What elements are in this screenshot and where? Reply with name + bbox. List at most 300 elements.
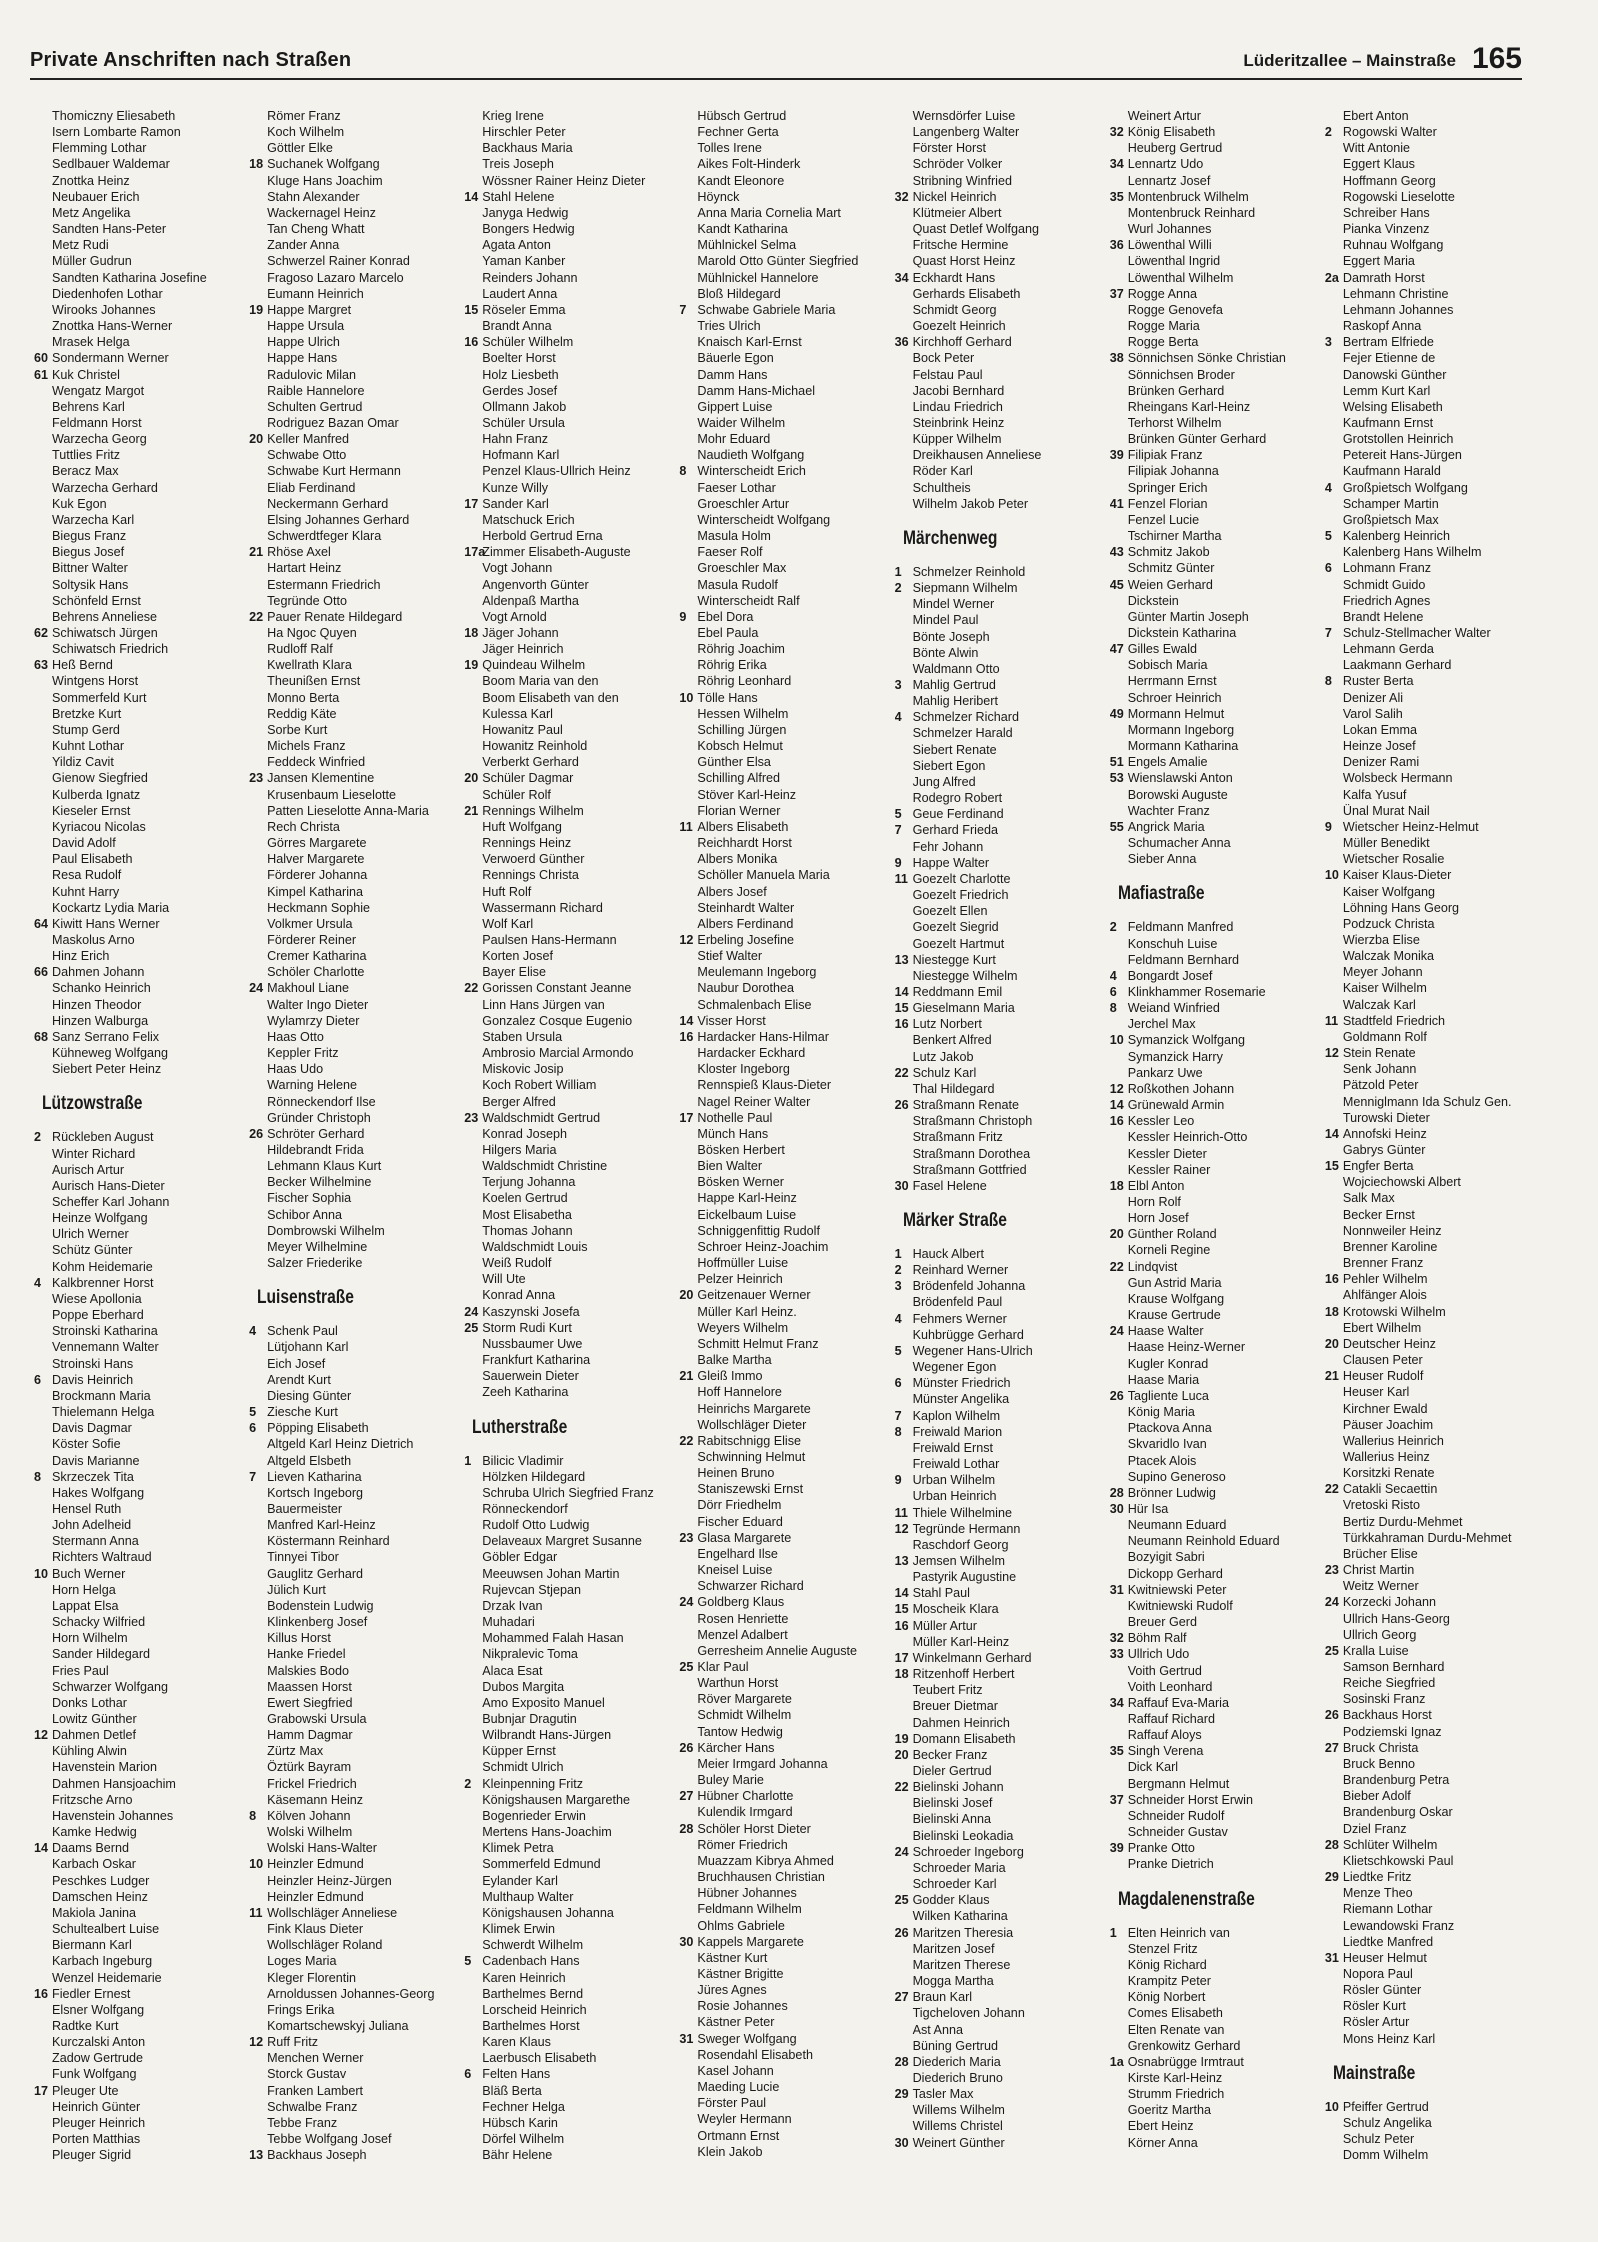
resident-name: Gippert Luise [697,399,773,414]
house-number: 22 [464,981,479,996]
resident-entry [679,1675,882,1691]
resident-entry [895,968,1098,984]
resident-entry [1325,948,1528,964]
resident-entry [1325,641,1528,657]
resident-entry [1110,431,1313,447]
resident-entry [895,124,1098,140]
resident-entry [1110,140,1313,156]
resident-entry [1325,1368,1528,1384]
resident-name: Pleuger Heinrich [52,2115,146,2130]
resident-name: Nothelle Paul [697,1110,773,1125]
resident-name: Kuhnt Harry [52,884,120,899]
resident-name: Pöpping Elisabeth [267,1421,369,1436]
resident-name: Porten Matthias [52,2132,141,2147]
resident-entry [464,173,667,189]
house-number: 60 [34,351,49,366]
resident-name: Weien Gerhard [1127,577,1213,592]
resident-name: Wössner Rainer Heinz Dieter [482,173,646,188]
resident-entry [34,2147,237,2163]
resident-name: Büning Gertrud [912,2038,998,2053]
resident-name: Sander Karl [482,496,549,511]
house-number: 20 [249,432,264,447]
resident-name: Schulz Angelika [1342,2115,1432,2130]
resident-name: Daams Bernd [52,1841,129,1856]
resident-entry [679,1304,882,1320]
resident-entry [249,803,452,819]
resident-name: Drzak Ivan [482,1598,543,1613]
resident-entry [464,1824,667,1840]
resident-name: Kasel Johann [697,2063,774,2078]
resident-name: Weinert Artur [1127,109,1201,123]
resident-name: Lehmann Christine [1342,286,1449,301]
resident-name: Siepmann Wilhelm [912,581,1018,596]
resident-entry [464,318,667,334]
resident-name: Freiwald Lothar [912,1457,1000,1472]
resident-name: Engels Amalie [1127,755,1208,770]
resident-entry [464,1255,667,1271]
resident-name: Ast Anna [912,2022,963,2037]
resident-name: Angenvorth Günter [482,577,589,592]
resident-entry [34,1808,237,1824]
resident-entry [1110,1016,1313,1032]
resident-entry [1110,1194,1313,1210]
resident-entry [679,706,882,722]
resident-entry [464,528,667,544]
resident-entry [464,334,667,350]
house-number: 17 [894,1650,909,1665]
resident-entry [679,1223,882,1239]
resident-name: Cadenbach Hans [482,1954,580,1969]
resident-name: Tagliente Luca [1127,1388,1209,1403]
resident-name: Feldmann Manfred [1127,920,1234,935]
resident-entry [34,1242,237,1258]
resident-entry [1325,286,1528,302]
resident-entry [249,1889,452,1905]
resident-entry [895,1032,1098,1048]
resident-entry [34,1469,237,1485]
resident-name: Hübsch Karin [482,2115,558,2130]
resident-entry [464,673,667,689]
resident-name: Großpietsch Wolfgang [1342,480,1468,495]
resident-name: Osnabrügge Irmtraut [1127,2054,1244,2069]
resident-name: Horn Rolf [1127,1195,1181,1209]
resident-entry [464,835,667,851]
house-number: 24 [1109,1324,1124,1339]
resident-entry [249,1013,452,1029]
resident-name: Reinhard Werner [912,1263,1009,1278]
resident-entry [249,1695,452,1711]
resident-name: Paul Elisabeth [52,852,133,867]
resident-name: Förster Paul [697,2096,767,2111]
resident-name: Nopora Paul [1342,1966,1413,1981]
resident-entry [1110,1792,1313,1808]
resident-entry [34,173,237,189]
resident-name: Straßmann Christoph [912,1114,1033,1129]
resident-name: Muazzam Kibrya Ahmed [697,1853,834,1868]
house-number: 3 [894,678,902,692]
resident-name: Makhoul Liane [267,981,350,996]
resident-entry [464,577,667,593]
resident-entry [1110,952,1313,968]
resident-entry [34,819,237,835]
resident-entry [1110,1081,1313,1097]
resident-entry [1325,1804,1528,1820]
resident-entry [34,1533,237,1549]
resident-entry [679,900,882,916]
resident-entry [679,1611,882,1627]
resident-name: Berger Alfred [482,1094,556,1109]
resident-entry [34,1307,237,1323]
resident-entry [249,625,452,641]
resident-name: Nagel Reiner Walter [697,1094,811,1109]
resident-name: Yaman Kanber [482,254,566,269]
resident-entry [34,1356,237,1372]
resident-entry [679,1821,882,1837]
resident-entry [464,1158,667,1174]
resident-name: Wenzel Heidemarie [52,1970,162,1985]
resident-name: Sommerfeld Edmund [482,1857,601,1872]
resident-entry [895,253,1098,269]
resident-entry [34,1663,237,1679]
resident-name: Fejer Etienne de [1342,351,1436,366]
resident-name: Goezelt Ellen [912,904,988,919]
resident-entry [34,1162,237,1178]
resident-name: Jung Alfred [912,774,976,789]
resident-entry [1325,367,1528,383]
resident-name: Dubos Margita [482,1679,565,1694]
resident-entry [1110,156,1313,172]
resident-entry [679,560,882,576]
resident-entry [249,1711,452,1727]
resident-name: Heckmann Sophie [267,900,371,915]
resident-entry [1110,270,1313,286]
resident-entry [1325,609,1528,625]
house-number: 5 [249,1405,257,1420]
resident-name: Stroinski Hans [52,1356,134,1371]
resident-name: Voith Gertrud [1127,1663,1202,1678]
house-number: 22 [249,609,264,624]
resident-name: Sweger Wolfgang [697,2031,797,2046]
resident-entry [679,1239,882,1255]
house-number: 4 [894,710,902,725]
resident-name: Heinrichs Margarete [697,1401,811,1416]
resident-name: Freiwald Ernst [912,1440,994,1455]
resident-name: Howanitz Reinhold [482,739,588,754]
resident-name: Königshausen Johanna [482,1905,614,1920]
resident-name: Bogenrieder Erwin [482,1808,586,1823]
resident-name: Kalenberg Hans Wilhelm [1342,545,1482,560]
resident-entry [1325,1223,1528,1239]
resident-entry [679,1885,882,1901]
resident-name: Radtke Kurt [52,2018,119,2033]
resident-name: Rodegro Robert [912,791,1003,806]
resident-entry [1110,2070,1313,2086]
resident-name: Konschuh Luise [1127,936,1218,951]
resident-entry [249,560,452,576]
house-number: 14 [894,1586,909,1601]
resident-name: Wurl Johannes [1127,222,1212,237]
resident-entry [464,690,667,706]
resident-entry [464,1045,667,1061]
resident-entry [1110,1808,1313,1824]
resident-entry [679,480,882,496]
resident-name: Lehmann Johannes [1342,302,1454,317]
resident-name: Kulberda Ignatz [52,787,141,802]
house-number: 5 [1324,529,1332,544]
resident-entry [34,900,237,916]
resident-entry [249,270,452,286]
resident-entry [249,463,452,479]
resident-name: Schmalenbach Elise [697,997,812,1012]
resident-entry [34,221,237,237]
resident-entry [895,839,1098,855]
resident-entry [1110,334,1313,350]
resident-name: Sobisch Maria [1127,658,1208,673]
column-3 [464,108,667,2226]
resident-name: Scheffer Karl Johann [52,1195,170,1209]
resident-name: Fechner Helga [482,2099,565,2114]
resident-name: Röder Karl [912,464,973,479]
resident-entry [249,108,452,124]
resident-entry [679,2047,882,2063]
resident-entry [249,237,452,253]
resident-name: Herrmann Ernst [1127,674,1217,689]
resident-entry [1325,302,1528,318]
resident-entry [464,1937,667,1953]
resident-entry [679,253,882,269]
resident-entry [249,1630,452,1646]
resident-entry [464,1582,667,1598]
resident-name: Förster Horst [912,141,987,156]
resident-name: Hardacker Hans-Hilmar [697,1029,829,1044]
resident-name: Heß Bernd [52,658,113,673]
house-number: 16 [679,1029,694,1044]
resident-entry [679,722,882,738]
resident-entry [1325,1352,1528,1368]
resident-entry [1110,984,1313,1000]
resident-entry [1325,528,1528,544]
resident-entry [895,1860,1098,1876]
resident-entry [679,1998,882,2014]
resident-entry [34,1679,237,1695]
resident-entry [895,173,1098,189]
resident-name: Stief Walter [697,949,763,964]
resident-name: Konrad Joseph [482,1126,568,1141]
resident-name: Rhöse Axel [267,545,331,560]
resident-name: Lewandowski Franz [1342,1918,1455,1933]
house-number: 6 [1109,984,1117,999]
resident-name: Halver Margarete [267,852,365,867]
resident-entry [895,758,1098,774]
resident-entry [1325,1578,1528,1594]
resident-entry [679,1287,882,1303]
resident-name: Wolski Hans-Walter [267,1841,378,1856]
resident-entry [249,1174,452,1190]
column-5 [895,108,1098,2226]
resident-entry [679,770,882,786]
house-number: 11 [249,1905,263,1920]
resident-entry [679,1772,882,1788]
resident-entry [34,2083,237,2099]
resident-entry [464,1485,667,1501]
resident-entry [1110,108,1313,124]
resident-entry [679,1433,882,1449]
resident-name: Fenzel Florian [1127,496,1208,511]
resident-entry [895,1634,1098,1650]
house-number: 15 [1324,1159,1339,1174]
resident-name: Gründer Christoph [267,1110,371,1125]
resident-name: Brenner Franz [1342,1256,1424,1271]
resident-name: David Adolf [52,836,116,851]
resident-name: Körner Anna [1127,2135,1198,2150]
resident-name: Klütmeier Albert [912,205,1002,220]
resident-entry [249,1679,452,1695]
resident-entry [1110,1420,1313,1436]
resident-name: Winkelmann Gerhard [912,1650,1032,1665]
house-number: 24 [894,1844,909,1859]
resident-name: Wollschläger Roland [267,1938,383,1953]
resident-entry [1110,1989,1313,2005]
resident-entry [1110,1210,1313,1226]
resident-name: Sieber Anna [1127,852,1197,867]
resident-entry [464,770,667,786]
resident-entry [34,1582,237,1598]
resident-entry [895,1065,1098,1081]
resident-entry [249,512,452,528]
resident-name: Eickelbaum Luise [697,1207,797,1222]
resident-name: Hür Isa [1127,1501,1169,1516]
resident-entry [34,1921,237,1937]
resident-entry [1325,1384,1528,1400]
resident-name: Förderer Reiner [267,932,357,947]
house-number: 31 [679,2031,694,2046]
resident-entry [34,1986,237,2002]
resident-name: Wolski Wilhelm [267,1825,353,1840]
resident-entry [895,580,1098,596]
house-number: 17 [464,496,479,511]
resident-name: Bergmann Helmut [1127,1776,1230,1791]
resident-entry [34,124,237,140]
resident-name: Tegründe Hermann [912,1521,1021,1536]
house-number: 29 [1324,1870,1339,1885]
street-heading: Lützowstraße [42,1093,143,1115]
resident-name: Reddig Käte [267,706,337,721]
resident-entry [679,302,882,318]
resident-entry [679,1627,882,1643]
resident-entry [34,1045,237,1061]
resident-name: Lennartz Josef [1127,173,1211,188]
resident-name: Albers Monika [697,852,778,867]
resident-entry [679,948,882,964]
house-number: 23 [679,1530,694,1545]
resident-name: Kockartz Lydia Maria [52,900,170,915]
house-number: 19 [894,1731,909,1746]
resident-entry [679,1045,882,1061]
resident-entry [34,1970,237,1986]
resident-name: Davis Dagmar [52,1421,132,1436]
resident-name: Salzer Friederike [267,1256,363,1271]
resident-entry [679,1982,882,1998]
resident-name: Mahlig Heribert [912,694,998,709]
resident-entry [34,367,237,383]
resident-name: Dick Karl [1127,1760,1179,1775]
resident-entry [249,980,452,996]
resident-name: Günther Roland [1127,1227,1217,1242]
house-number: 11 [679,819,693,834]
resident-entry [34,2034,237,2050]
resident-entry [34,770,237,786]
resident-entry [464,1174,667,1190]
resident-name: Heuberg Gertrud [1127,141,1223,156]
resident-name: Vogt Johann [482,561,553,576]
resident-name: Geitzenauer Werner [697,1288,811,1303]
resident-entry [249,2099,452,2115]
resident-name: Winterscheidt Erich [697,464,806,479]
resident-entry [895,2054,1098,2070]
resident-name: Ebert Wilhelm [1342,1320,1422,1335]
resident-entry [34,1013,237,1029]
resident-entry [249,1255,452,1271]
resident-name: Bösken Werner [697,1175,784,1190]
house-number: 14 [1109,1098,1124,1113]
resident-entry [1325,270,1528,286]
resident-name: Loges Maria [267,1954,337,1969]
resident-name: Pankarz Uwe [1127,1065,1203,1080]
resident-name: Albers Elisabeth [697,819,789,834]
resident-entry [464,1517,667,1533]
resident-name: Schulz-Stellmacher Walter [1342,626,1491,640]
resident-entry [1325,1998,1528,2014]
resident-name: Hartart Heinz [267,561,342,576]
resident-name: Schwarzer Wolfgang [52,1679,168,1694]
resident-entry [895,1375,1098,1391]
resident-entry [895,1521,1098,1537]
resident-entry [895,612,1098,628]
resident-entry [679,819,882,835]
resident-entry [34,1840,237,1856]
resident-entry [34,722,237,738]
resident-entry [249,367,452,383]
house-number: 25 [1324,1643,1339,1658]
resident-name: Thielemann Helga [52,1405,155,1420]
resident-entry [34,270,237,286]
house-number: 21 [249,545,264,560]
resident-entry [464,706,667,722]
resident-name: Reinders Johann [482,270,578,285]
resident-name: Tan Cheng Whatt [267,222,365,237]
resident-entry [679,156,882,172]
resident-entry [464,1776,667,1792]
resident-entry [895,108,1098,124]
resident-name: Dahmen Detlef [52,1728,136,1743]
resident-entry [249,1776,452,1792]
resident-entry [895,919,1098,935]
resident-name: Stahn Alexander [267,189,360,204]
resident-entry [34,641,237,657]
resident-name: Hübner Johannes [697,1886,797,1901]
resident-name: Rudolf Otto Ludwig [482,1518,590,1533]
resident-name: Naubur Dorothea [697,981,795,996]
resident-name: Arendt Kurt [267,1372,331,1387]
resident-name: Kralla Luise [1342,1643,1409,1658]
house-number: 1a [1109,2054,1124,2069]
resident-entry [1325,2031,1528,2047]
street-heading: Märker Straße [902,1210,1007,1231]
resident-entry [1110,2118,1313,2134]
resident-entry [895,2070,1098,2086]
resident-name: Raffauf Aloys [1127,1728,1202,1743]
resident-entry [679,286,882,302]
